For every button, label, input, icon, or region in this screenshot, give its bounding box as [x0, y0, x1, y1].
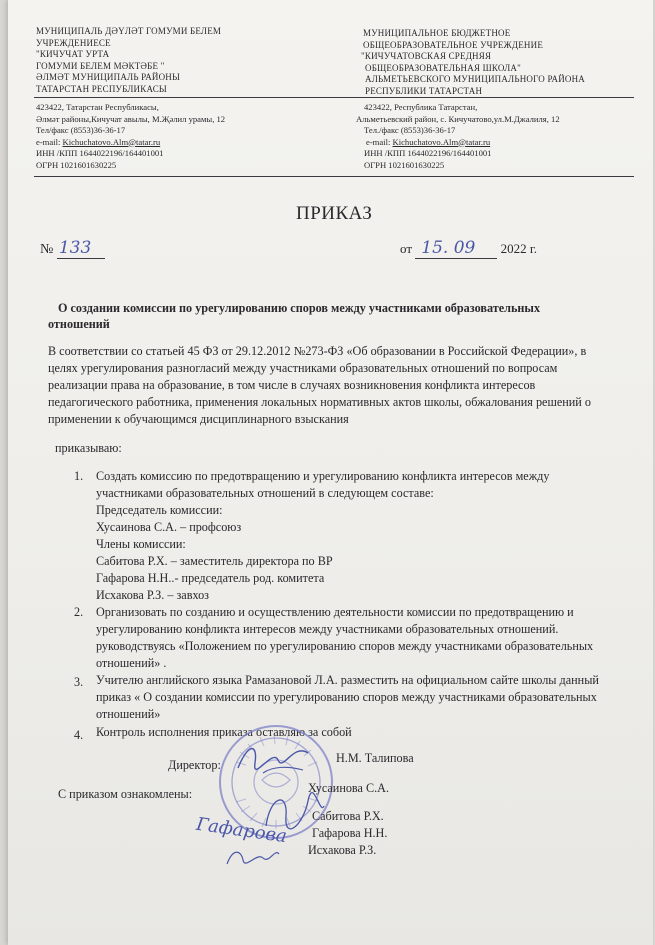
ack-name-1: Хусаинова С.А.	[308, 781, 390, 795]
right-phone: Тел./факс (8553)36-36-17	[364, 125, 456, 135]
left-address1: 423422, Татарстан Республикасы,	[36, 102, 159, 112]
header-left-line: МУНИЦИПАЛЬ ДӘҮЛӘТ ГОМУМИ БЕЛЕМ	[36, 26, 222, 36]
order-date-label: от	[400, 241, 413, 256]
order-item-line: Учителю английского языка Рамазановой Л.А. разместить на официальном сайте школы данный	[96, 673, 599, 687]
order-word: приказываю:	[55, 441, 122, 455]
committee-line: Сабитова Р.Х. – заместитель директора по ВР	[96, 554, 333, 568]
right-ogrn: ОГРН 1021601630225	[364, 159, 445, 170]
ack-name-3: Гафарова Н.Н.	[312, 826, 388, 840]
contacts-divider	[34, 176, 634, 177]
order-item-line: приказ « О создании комиссии по урегулированию споров между участниками образовательных	[96, 690, 597, 704]
right-email-label: e-mail:	[366, 136, 393, 147]
committee-line: Хусаинова С.А. – профсоюз	[96, 520, 242, 534]
order-item-line: Организовать по созданию и осуществлению деятельности комиссии по предотвращению и	[96, 605, 574, 619]
left-email-link[interactable]: Kichuchatovo.Alm@tatar.ru	[62, 136, 161, 147]
header-right-line: ОБЩЕОБРАЗОВАТЕЛЬНОЕ УЧРЕЖДЕНИЕ	[363, 39, 544, 50]
order-year: 2022 г.	[500, 241, 537, 256]
header-right-line: "КИЧУЧАТОВСКАЯ СРЕДНЯЯ	[361, 51, 492, 61]
document-page	[8, 0, 653, 945]
committee-line: Председатель комиссии:	[96, 503, 223, 517]
order-item-line: Создать комиссию по предотвращению и урегулированию конфликта интересов между	[96, 469, 550, 483]
order-item-number: 1.	[74, 469, 84, 483]
header-right-contacts	[356, 102, 560, 171]
header-left-line: ӘЛМӘТ МУНИЦИПАЛЬ РАЙОНЫ	[36, 72, 181, 82]
right-inn: ИНН /КПП 1644022196/164401001	[364, 148, 492, 158]
header-left-line: ТАТАРСТАН РЕСПУБЛИКАСЫ	[36, 83, 167, 94]
preamble-line: педагогического работника, применения локальных нормативных актов школы, обжалования решений о	[48, 395, 591, 409]
header-divider	[34, 97, 634, 98]
order-item	[96, 468, 549, 604]
left-email-row	[36, 137, 225, 149]
right-email-row	[356, 137, 560, 149]
header-left-line: ГОМУМИ БЕЛЕМ МӘКТӘБЕ "	[36, 60, 165, 71]
handwritten-signature: Гафарова	[194, 813, 289, 848]
preamble-line: реализации права на образование, в том числе в случаях возникновения конфликта интересов	[48, 378, 536, 392]
preamble	[48, 343, 591, 428]
preamble-line: применении к обучающимся дисциплинарного взыскания	[48, 412, 349, 426]
acknowledgement-label: С приказом ознакомлены:	[58, 787, 193, 801]
order-subject	[48, 300, 540, 332]
order-item-line: урегулированию конфликта интересов между участниками образовательных отношений.	[96, 622, 559, 636]
signature-scribble-icon	[258, 786, 328, 836]
order-item-line: отношений»	[96, 707, 161, 721]
ack-name-4: Исхакова Р.З.	[308, 843, 377, 857]
left-inn: ИНН /КПП 1644022196/164401001	[36, 148, 164, 158]
order-number	[40, 240, 105, 258]
right-email-link[interactable]: Kichuchatovo.Alm@tatar.ru	[392, 136, 491, 147]
preamble-line: целях урегулирования разногласий между участниками образовательных отношений по вопросам	[48, 361, 558, 375]
order-item-number: 4.	[74, 728, 84, 742]
right-address2: Альметьевский район, с. Кичучатово,ул.М.Джалиля, 12	[356, 113, 560, 124]
order-item-line: руководствуясь «Положением по урегулированию споров между участниками образовательных	[96, 639, 594, 653]
subject-line: О создании комиссии по урегулированию споров между участниками образовательных	[58, 301, 541, 315]
left-email-label: e-mail:	[36, 136, 63, 147]
header-right-line: МУНИЦИПАЛЬНОЕ БЮДЖЕТНОЕ	[363, 28, 511, 38]
order-item-line: участниками образовательных отношений в следующем составе:	[96, 486, 434, 500]
order-item-line: Контроль исполнения приказа оставляю за собой	[96, 725, 352, 739]
order-number-handwritten: 133	[57, 238, 105, 259]
header-left-line: УЧРЕЖДЕНИЕСЕ	[36, 37, 111, 48]
header-right-line: РЕСПУБЛИКИ ТАТАРСТАН	[365, 85, 483, 96]
order-item-number: 3.	[74, 675, 84, 689]
subject-line: отношений	[48, 317, 110, 331]
committee-line: Гафарова Н.Н..- председатель род. комитета	[96, 571, 325, 585]
director-label: Директор:	[168, 758, 221, 772]
header-right-line: АЛЬМЕТЬЕВСКОГО МУНИЦИПАЛЬНОГО РАЙОНА	[365, 74, 586, 84]
header-right-line: ОБЩЕОБРАЗОВАТЕЛЬНАЯ ШКОЛА"	[365, 62, 521, 73]
order-number-label: №	[40, 242, 54, 257]
order-item-line: отношений» .	[96, 656, 167, 670]
director-signature-icon	[233, 738, 313, 778]
header-right-org	[361, 28, 585, 97]
header-left-line: "КИЧУЧАТ УРТА	[36, 49, 110, 59]
signature-small-icon	[223, 842, 283, 872]
header-left-contacts	[36, 102, 225, 171]
preamble-line: В соответствии со статьей 45 ФЗ от 29.12.2012 №273-ФЗ «Об образовании в Российской Федерации», в	[48, 344, 587, 358]
order-item	[96, 604, 593, 672]
left-ogrn: ОГРН 1021601630225	[36, 159, 117, 170]
page-title: ПРИКАЗ	[296, 203, 373, 224]
right-address1: 423422, Республика Татарстан,	[364, 102, 478, 112]
left-address2: Әлмәт районы,Кичучат авылы, М.Җәлил урамы, 12	[36, 113, 226, 124]
order-date	[400, 240, 537, 257]
order-date-handwritten: 15. 09	[415, 238, 497, 259]
left-phone: Тел/факс (8553)36-36-17	[36, 125, 126, 135]
director-name: Н.М. Талипова	[336, 751, 414, 765]
ack-name-2: Сабитова Р.Х.	[312, 809, 384, 823]
header-left-org	[36, 26, 221, 95]
order-item	[96, 672, 599, 723]
committee-line: Члены комиссии:	[96, 537, 186, 551]
order-item-number: 2.	[74, 605, 84, 619]
committee-line: Исхакова Р.З. – завхоз	[96, 588, 209, 602]
